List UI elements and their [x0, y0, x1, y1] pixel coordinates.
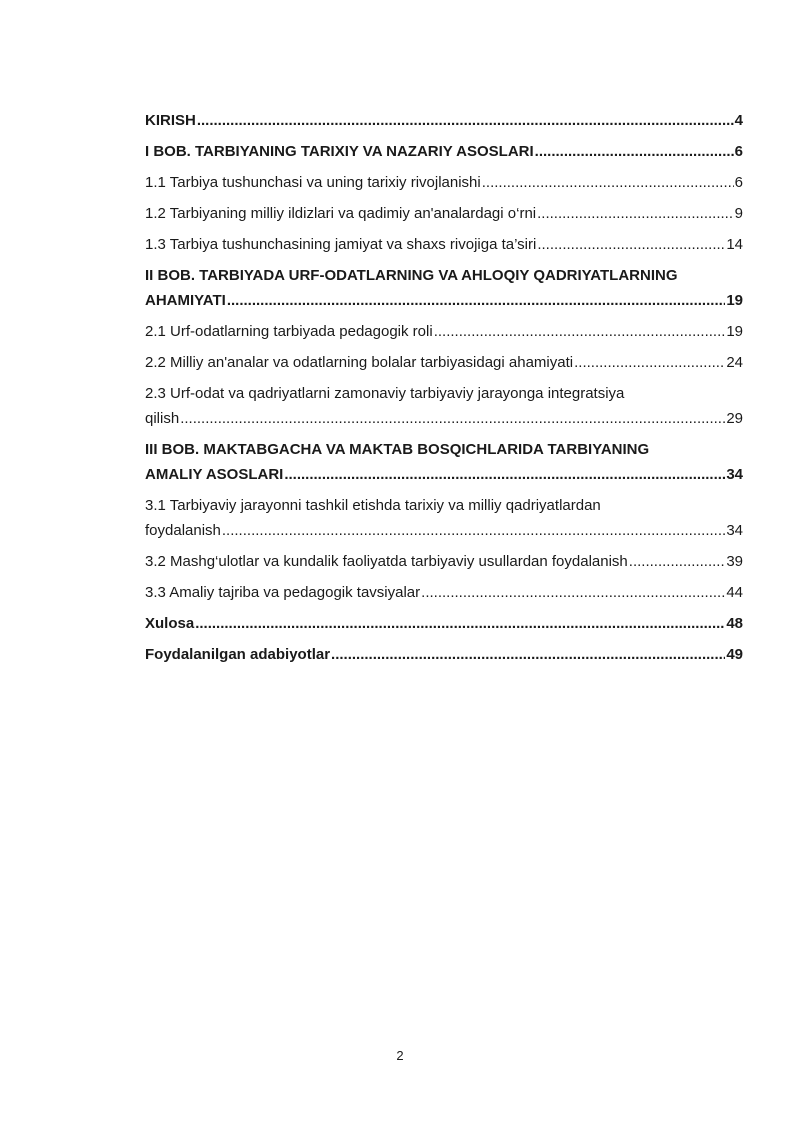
toc-entry-page: 19	[726, 292, 743, 309]
toc-entry-title: 1.2 Tarbiyaning milliy ildizlari va qadimiy an'analardagi o‘rni	[145, 205, 537, 222]
toc-entry-page: 34	[726, 466, 743, 483]
toc-entry-page: 19	[726, 323, 743, 340]
toc-leader	[537, 201, 734, 226]
toc-entry-title: 1.1 Tarbiya tushunchasi va uning tarixiy rivojlanishi	[145, 174, 481, 191]
toc-leader	[574, 350, 725, 375]
toc-entry[interactable]	[145, 437, 743, 487]
toc-entry[interactable]	[145, 642, 743, 667]
toc-entry[interactable]	[145, 350, 743, 375]
toc-entry[interactable]	[145, 319, 743, 344]
toc-entry-title-line1: 3.1 Tarbiyaviy jarayonni tashkil etishda tarixiy va milliy qadriyatlardan	[145, 497, 601, 514]
toc-entry-page: 4	[734, 112, 743, 129]
toc-leader	[535, 139, 734, 164]
toc-entry-page: 48	[726, 615, 743, 632]
toc-entry-title: qilish	[145, 410, 180, 427]
toc-leader	[434, 319, 726, 344]
toc-entry-page: 14	[726, 236, 743, 253]
toc-leader	[482, 170, 734, 195]
toc-entry[interactable]	[145, 263, 743, 313]
toc-entry-title: 2.1 Urf-odatlarning tarbiyada pedagogik roli	[145, 323, 433, 340]
toc-entry-title: foydalanish	[145, 522, 221, 539]
toc-entry-title-line1: III BOB. MAKTABGACHA VA MAKTAB BOSQICHLARIDA TARBIYANING	[145, 441, 650, 458]
toc-entry[interactable]	[145, 139, 743, 164]
toc-entry-title-line1: II BOB. TARBIYADA URF-ODATLARNING VA AHLOQIY QADRIYATLARNING	[145, 267, 678, 284]
toc-entry[interactable]	[145, 580, 743, 605]
toc-leader	[222, 518, 725, 543]
toc-entry-page: 6	[734, 143, 743, 160]
table-of-contents	[145, 108, 743, 667]
toc-entry-title: AMALIY ASOSLARI	[145, 466, 284, 483]
toc-entry-title: Xulosa	[145, 615, 195, 632]
toc-entry[interactable]	[145, 232, 743, 257]
toc-entry-page: 9	[734, 205, 743, 222]
toc-leader	[331, 642, 725, 667]
toc-entry[interactable]	[145, 493, 743, 543]
toc-leader	[284, 462, 725, 487]
toc-entry-title: 2.2 Milliy an'analar va odatlarning bolalar tarbiyasidagi ahamiyati	[145, 354, 574, 371]
toc-leader	[537, 232, 725, 257]
toc-entry-title: KIRISH	[145, 112, 196, 129]
toc-entry-title: Foydalanilgan adabiyotlar	[145, 646, 331, 663]
toc-entry-title: 3.3 Amaliy tajriba va pedagogik tavsiyalar	[145, 584, 421, 601]
toc-entry[interactable]	[145, 611, 743, 636]
toc-entry-title: I BOB. TARBIYANING TARIXIY VA NAZARIY ASOSLARI	[145, 143, 534, 160]
toc-leader	[227, 288, 725, 313]
toc-entry-title: AHAMIYATI	[145, 292, 226, 309]
toc-entry-page: 29	[726, 410, 743, 427]
toc-entry-page: 44	[726, 584, 743, 601]
toc-entry[interactable]	[145, 170, 743, 195]
toc-entry-page: 6	[734, 174, 743, 191]
toc-entry-title: 1.3 Tarbiya tushunchasining jamiyat va shaxs rivojiga ta’siri	[145, 236, 537, 253]
toc-entry-page: 49	[726, 646, 743, 663]
toc-leader	[629, 549, 726, 574]
toc-entry-page: 39	[726, 553, 743, 570]
toc-entry-title-line1: 2.3 Urf-odat va qadriyatlarni zamonaviy tarbiyaviy jarayonga integratsiya	[145, 385, 625, 402]
toc-entry[interactable]	[145, 201, 743, 226]
toc-leader	[421, 580, 725, 605]
toc-entry[interactable]	[145, 381, 743, 431]
page-number: 2	[396, 1048, 404, 1063]
toc-entry-title: 3.2 Mashg‘ulotlar va kundalik faoliyatda tarbiyaviy usullardan foydalanish	[145, 553, 628, 570]
toc-leader	[195, 611, 725, 636]
toc-leader	[197, 108, 734, 133]
toc-entry[interactable]	[145, 108, 743, 133]
toc-entry[interactable]	[145, 549, 743, 574]
toc-entry-page: 34	[726, 522, 743, 539]
toc-leader	[180, 406, 725, 431]
toc-entry-page: 24	[726, 354, 743, 371]
